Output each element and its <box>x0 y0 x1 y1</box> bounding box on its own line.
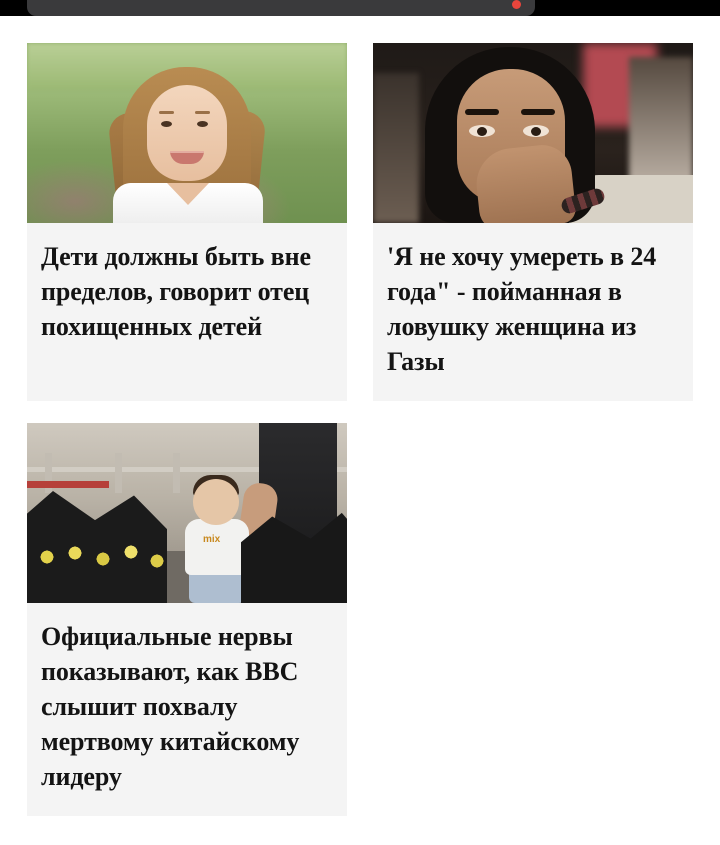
article-card[interactable] <box>373 43 693 401</box>
record-dot-icon <box>512 0 521 9</box>
pupil-left <box>477 127 487 136</box>
article-feed <box>0 16 720 838</box>
article-title[interactable]: Официальные нервы показывают, как ВВС слышит похвалу мертвому китайскому лидеру <box>41 622 300 791</box>
eye-left <box>161 121 172 127</box>
browser-top-bar <box>0 0 720 16</box>
eye-right <box>197 121 208 127</box>
fence-post <box>173 453 180 493</box>
article-card[interactable] <box>27 43 347 401</box>
pupil-right <box>531 127 541 136</box>
baby-shirt-logo: mix <box>203 534 221 545</box>
background-person-left <box>373 73 419 223</box>
fence-post <box>115 453 122 493</box>
article-card[interactable] <box>27 423 347 816</box>
article-title[interactable]: Дети должны быть вне пределов, говорит отец похищенных детей <box>41 242 311 341</box>
article-title[interactable]: 'Я не хочу умереть в 24 года" - пойманная в ловушку женщина из Газы <box>387 242 657 376</box>
face <box>147 85 227 181</box>
eyebrow-left <box>465 109 499 115</box>
photo-woman-hand-over-mouth[interactable] <box>373 43 693 223</box>
yellow-flowers <box>33 543 169 573</box>
photo-baby-at-memorial[interactable] <box>27 423 347 603</box>
red-banner <box>27 481 109 488</box>
eyebrow-right <box>195 111 210 114</box>
address-search-field[interactable] <box>27 0 535 16</box>
eyebrow-left <box>159 111 174 114</box>
eyebrow-right <box>521 109 555 115</box>
article-grid <box>27 16 693 838</box>
baby-head <box>193 479 239 525</box>
photo-girl-in-flower-field[interactable] <box>27 43 347 223</box>
